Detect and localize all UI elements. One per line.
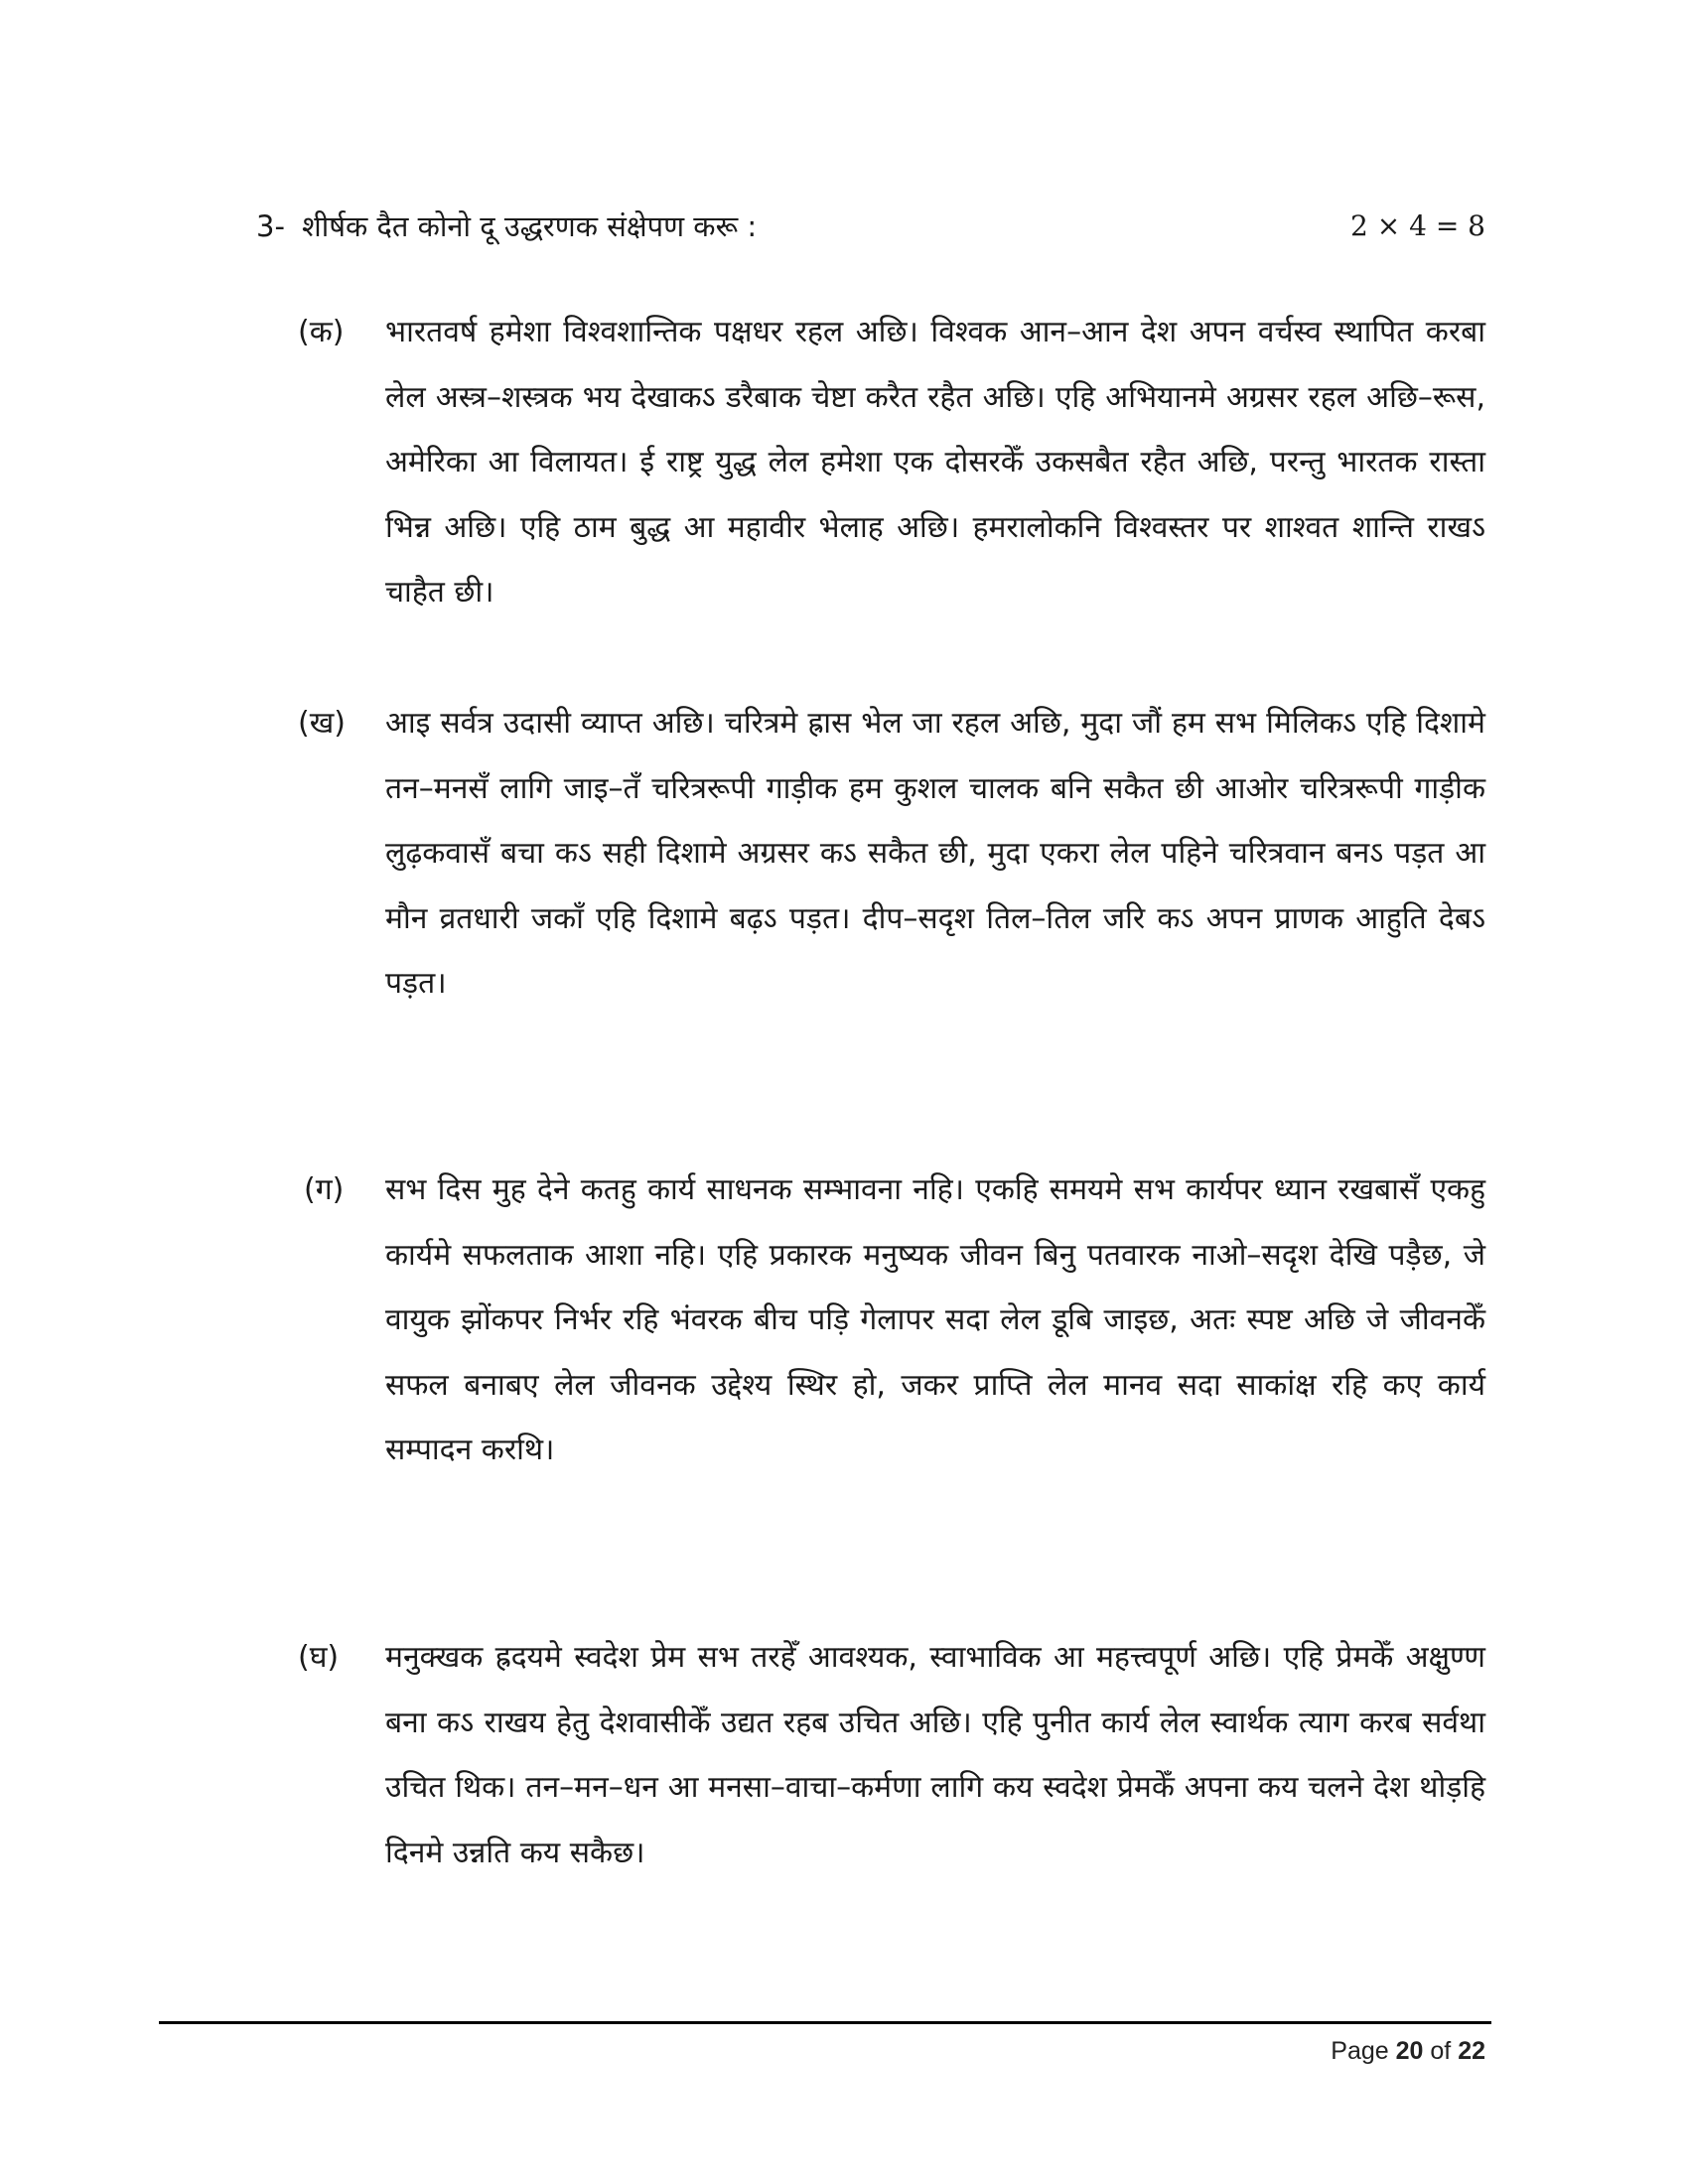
passage-text: आइ सर्वत्र उदासी व्याप्त अछि। चरित्रमे ह्रास भेल जा रहल अछि, मुदा जौं हम सभ मिलिकऽ एहि दिशामे तन–मनसँ लागि जाइ–तँ चरित्ररूपी गाड़ीक हम कुशल चालक बनि सकैत छी आओर चरित्ररूपी गाड़ीक लुढ़कवासँ बचा कऽ सही दिशामे अग्रसर कऽ सकैत छी, मुदा एकरा लेल पहिने चरित्रवान बनऽ पड़त आ मौन व्रतधारी जकाँ एहि दिशामे बढ़ऽ पड़त। दीप–सदृश तिल–तिल जरि कऽ अपन प्राणक आहुति देबऽ पड़त।: [385, 706, 1485, 1001]
passage-label: (ख): [298, 706, 346, 741]
passage-text: मनुक्खक ह्रदयमे स्वदेश प्रेम सभ तरहेँ आवश्यक, स्वाभाविक आ महत्त्वपूर्ण अछि। एहि प्रेमकेँ अक्षुण्ण बना कऽ राखय हेतु देशवासीकेँ उद्यत रहब उचित अछि। एहि पुनीत कार्य लेल स्वार्थक त्याग करब सर्वथा उचित थिक। तन–मन–धन आ मनसा–वाचा–कर्मणा लागि कय स्वदेश प्रेमकेँ अपना कय चलने देश थोड़हि दिनमे उन्नति कय सकैछ।: [385, 1640, 1485, 1870]
footer-divider: [159, 2021, 1491, 2024]
passage-label: (क): [298, 315, 345, 349]
passage-kha: [298, 691, 1485, 1088]
question-instruction: शीर्षक दैत कोनो दू उद्धरणक संक्षेपण करू :: [302, 209, 758, 243]
question-header: [256, 201, 1485, 252]
passage-text: भारतवर्ष हमेशा विश्वशान्तिक पक्षधर रहल अछि। विश्वक आन–आन देश अपन वर्चस्व स्थापित करबा लेल अस्त्र–शस्त्रक भय देखाकऽ डरैबाक चेष्टा करैत रहैत अछि। एहि अभियानमे अग्रसर रहल अछि–रूस, अमेरिका आ विलायत। ई राष्ट्र युद्ध लेल हमेशा एक दोसरकेँ उकसबैत रहैत अछि, परन्तु भारतक रास्ता भिन्न अछि। एहि ठाम बुद्ध आ महावीर भेलाह अछि। हमरालोकनि विश्वस्तर पर शाश्वत शान्ति राखऽ चाहैत छी।: [385, 315, 1485, 610]
question-number: 3-: [256, 209, 285, 243]
passage-gha: [298, 1625, 1485, 1953]
page-prefix: Page: [1331, 2037, 1389, 2065]
question-marks: 2 × 4 = 8: [1350, 209, 1485, 242]
page-current: 20: [1395, 2037, 1424, 2065]
passage-text: सभ दिस मुह देने कतहु कार्य साधनक सम्भावना नहि। एकहि समयमे सभ कार्यपर ध्यान रखबासँ एकहु कार्यमे सफलताक आशा नहि। एहि प्रकारक मनुष्यक जीवन बिनु पतवारक नाओ–सदृश देखि पड़ैछ, जे वायुक झोंकपर निर्भर रहि भंवरक बीच पड़ि गेलापर सदा लेल डूबि जाइछ, अतः स्पष्ट अछि जे जीवनकेँ सफल बनाबए लेल जीवनक उद्देश्य स्थिर हो, जकर प्राप्ति लेल मानव सदा साकांक्ष रहि कए कार्य सम्पादन करथि।: [385, 1172, 1485, 1467]
passage-label: (घ): [298, 1640, 340, 1675]
passage-ga: [298, 1158, 1485, 1555]
page-total: 22: [1458, 2037, 1485, 2065]
page-number: [1331, 2031, 1485, 2071]
passage-ka: [298, 300, 1485, 697]
page-separator: of: [1430, 2037, 1452, 2065]
passage-label: (ग): [304, 1172, 345, 1207]
